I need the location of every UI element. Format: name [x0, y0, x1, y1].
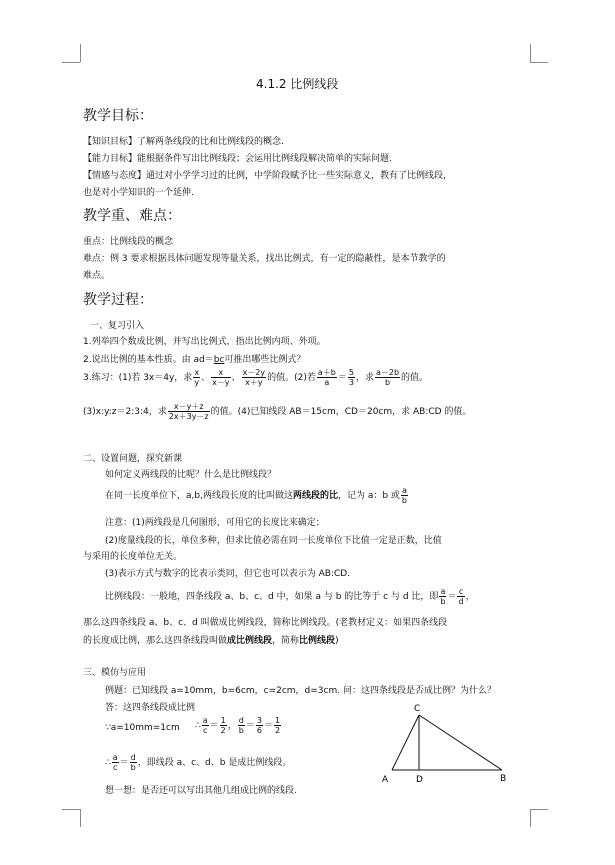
denominator: c	[202, 726, 208, 735]
separator: 、	[231, 373, 241, 383]
question-2	[83, 352, 305, 365]
numerator: a＋b	[317, 368, 336, 377]
question-4-text-a: (3)x:y:z＝2:3:4，求	[83, 407, 167, 417]
label-c: C	[414, 704, 421, 714]
difficulty: 难点：例 3 要求根据具体问题发现等量关系，找出比例式，有一定的隐蔽性，是本节教学的	[83, 254, 446, 264]
denominator: a	[324, 378, 330, 387]
equals: ＝	[119, 758, 129, 768]
denominator: 2	[274, 726, 281, 735]
knowledge-goal	[83, 134, 284, 147]
question-3-text-c: ，求	[355, 373, 374, 383]
fraction-a-over-b	[439, 587, 446, 606]
question-3-text-b: 的值。(2)若	[267, 373, 316, 383]
numerator: x－y＋z	[168, 402, 210, 412]
numerator: 1	[274, 716, 281, 725]
numerator: a	[402, 486, 407, 495]
denominator: c	[112, 763, 118, 772]
denominator: b	[130, 763, 136, 772]
proportional-definition-line2: 那么这四条线段 a、b、c、d 叫做成比例线段，简称比例线段。(老教材定义：如果四条线段	[83, 618, 448, 628]
denominator: d	[458, 597, 464, 606]
key-point: 重点：比例线段的概念	[83, 237, 174, 247]
question-2-text-b: 可推出哪些比例式？	[224, 355, 306, 365]
heading-teaching-goals: 教学目标：	[83, 108, 153, 124]
emotion-goal-tag: 【情感与态度】	[83, 171, 147, 181]
denominator: 2	[220, 726, 226, 735]
difficulty-line2: 难点。	[83, 271, 111, 281]
fraction-a-over-b	[401, 486, 408, 505]
denominator: x＋y	[245, 378, 263, 387]
label-d: D	[416, 775, 423, 785]
numerator: a	[440, 587, 446, 596]
example: 例题：已知线段 a=10mm，b=6cm，c=2cm，d=3cm. 问：这四条线段是否成比例？为什么？	[105, 686, 496, 696]
numerator: d	[238, 716, 244, 725]
explore-question: 如何定义两线段的比呢？什么是比例线段？	[105, 470, 277, 480]
old-definition-c: ，简称	[272, 636, 300, 646]
part-review: 一、复习引入	[90, 321, 145, 331]
note-2: (2)度量线段的长，单位多种，但求比值必需在同一长度单位下比值一定是正数，比值	[105, 536, 442, 546]
denominator: y	[194, 378, 200, 387]
comma: ，	[227, 721, 237, 731]
conclusion: ，即线段 a、c、d、b 是成比例线段。	[137, 758, 292, 768]
fraction-a-minus-2b-over-b	[375, 368, 400, 387]
fraction-1-over-2	[274, 716, 281, 735]
numerator: c	[458, 587, 464, 596]
fraction-x-over-x-minus-y	[211, 368, 230, 387]
emotion-goal-line2: 也是对小学知识的一个延伸.	[83, 188, 194, 198]
emotion-goal	[83, 168, 452, 181]
fraction-3-over-6	[256, 716, 263, 735]
fraction-x-over-y	[193, 368, 200, 387]
triangle-figure	[376, 700, 516, 790]
old-definition-e: )	[335, 636, 339, 646]
equals: ＝	[245, 721, 255, 731]
ratio-definition-a: 在同一长度单位下，a,b,两线段长度的比叫做这	[105, 491, 293, 501]
label-b: B	[500, 774, 507, 784]
denominator: x－y	[212, 378, 230, 387]
crop-mark-top-left-h	[62, 62, 80, 63]
question-2-text-a: 2.说出比例的基本性质。由 ad＝	[83, 355, 214, 365]
fraction-a-over-c	[202, 716, 209, 735]
numerator: 1	[220, 716, 226, 725]
emotion-goal-text: 通过对小学学习过的比例，中学阶段赋予比一些实际意义，教有了比例线段，	[146, 171, 453, 181]
numerator: a－2b	[375, 368, 400, 377]
crop-mark-bottom-left-h	[62, 809, 80, 810]
crop-mark-top-left-v	[80, 44, 81, 62]
comma: ，	[465, 592, 475, 602]
equals: ＝	[337, 373, 347, 383]
part-explore: 二、设置问题，探究新课	[83, 454, 183, 464]
denominator: b	[401, 496, 407, 505]
side-ac	[392, 715, 419, 770]
equals: ＝	[263, 721, 273, 731]
question-4-text-b: 的值。(4)已知线段 AB＝15cm，CD＝20cm，求 AB:CD 的值。	[210, 407, 472, 417]
fraction-d-over-b	[238, 716, 245, 735]
answer: 答：这四条线段成比例	[105, 703, 196, 713]
fraction-x-minus-2y-over-x-plus-y	[242, 368, 267, 387]
fraction-d-over-b	[130, 753, 137, 772]
fraction-a-plus-b-over-a	[317, 368, 337, 387]
crop-mark-bottom-left-v	[80, 809, 81, 827]
separator: 、	[201, 373, 211, 383]
proportional-term: 成比例线段	[227, 636, 273, 646]
denominator: b	[440, 597, 446, 606]
equals: ＝	[209, 721, 219, 731]
crop-mark-top-right-h	[530, 62, 548, 63]
denominator: b	[238, 726, 244, 735]
therefore-symbol: ∴	[195, 721, 201, 731]
ratio-term: 两线段的比	[292, 491, 338, 501]
note-3: (3)表示方式与数字的比表示类同，但它也可以表示为 AB:CD.	[105, 569, 351, 579]
old-definition-a: 的长度成比例，那么这四条线段叫做	[83, 636, 228, 646]
part-application: 三、模仿与应用	[83, 668, 147, 678]
heading-teaching-process: 教学过程：	[83, 292, 153, 308]
side-cb	[419, 715, 502, 770]
denominator: 3	[348, 378, 354, 387]
proportional-definition-a: 比例线段：一般地，四条线段 a、b、c、d 中，如果 a 与 b 的比等于 c 与 d 比，即	[105, 592, 439, 602]
equals: ＝	[447, 592, 457, 602]
question-1: 1.列举四个数成比例，并写出比例式，指出比例内项、外项。	[83, 337, 326, 347]
because-line: ∵a=10mm=1cm	[105, 723, 180, 733]
note-2-line2: 与采用的长度单位无关。	[83, 552, 183, 562]
ability-goal-text: 能根据条件写出比例线段；会运用比例线段解决简单的实际问题.	[137, 154, 392, 164]
fraction-xyz	[168, 402, 210, 421]
therefore-line-2	[105, 753, 291, 772]
fraction-1-over-2	[220, 716, 227, 735]
fraction-5-over-3	[348, 368, 355, 387]
note-1: 注意：(1)两线段是几何图形，可用它的长度比来确定；	[105, 518, 325, 528]
numerator: 3	[256, 716, 262, 725]
fraction-c-over-d	[457, 587, 464, 606]
fraction-a-over-c	[112, 753, 119, 772]
knowledge-goal-text: 了解两条线段的比和比例线段的概念.	[137, 137, 284, 147]
question-3-text-d: 的值。	[401, 373, 429, 383]
page-title: 4.1.2 比例线段	[256, 77, 339, 91]
numerator: a	[112, 753, 118, 762]
ratio-definition-c: ，记为 a：b 或	[337, 491, 400, 501]
therefore-line-1	[195, 716, 282, 735]
knowledge-goal-tag: 【知识目标】	[83, 137, 138, 147]
proportional-term-short: 比例线段	[299, 636, 336, 646]
proportional-definition-line3	[83, 633, 339, 646]
crop-mark-bottom-right-v	[530, 809, 531, 827]
question-2-bc: bc	[213, 355, 225, 365]
numerator: d	[130, 753, 136, 762]
numerator: x－2y	[242, 368, 266, 377]
ratio-definition	[105, 486, 409, 505]
numerator: a	[202, 716, 208, 725]
heading-key-points: 教学重、难点：	[83, 208, 181, 224]
proportional-definition	[105, 587, 475, 606]
think-prompt: 想一想：是否还可以写出其他几组成比例的线段.	[105, 786, 297, 796]
ability-goal	[83, 151, 392, 164]
label-a: A	[382, 775, 389, 785]
therefore-symbol: ∴	[105, 758, 111, 768]
crop-mark-bottom-right-h	[530, 809, 548, 810]
numerator: x	[211, 368, 230, 378]
numerator: x	[194, 368, 200, 377]
denominator: 6	[256, 726, 262, 735]
question-4	[83, 402, 471, 421]
denominator: b	[384, 378, 391, 387]
question-3	[83, 368, 428, 387]
numerator: 5	[348, 368, 354, 377]
question-3-text-a: 3.练习：(1)若 3x＝4y，求	[83, 373, 193, 383]
crop-mark-top-right-v	[530, 44, 531, 62]
ability-goal-tag: 【能力目标】	[83, 154, 138, 164]
denominator: 2x＋3y－z	[168, 412, 209, 421]
